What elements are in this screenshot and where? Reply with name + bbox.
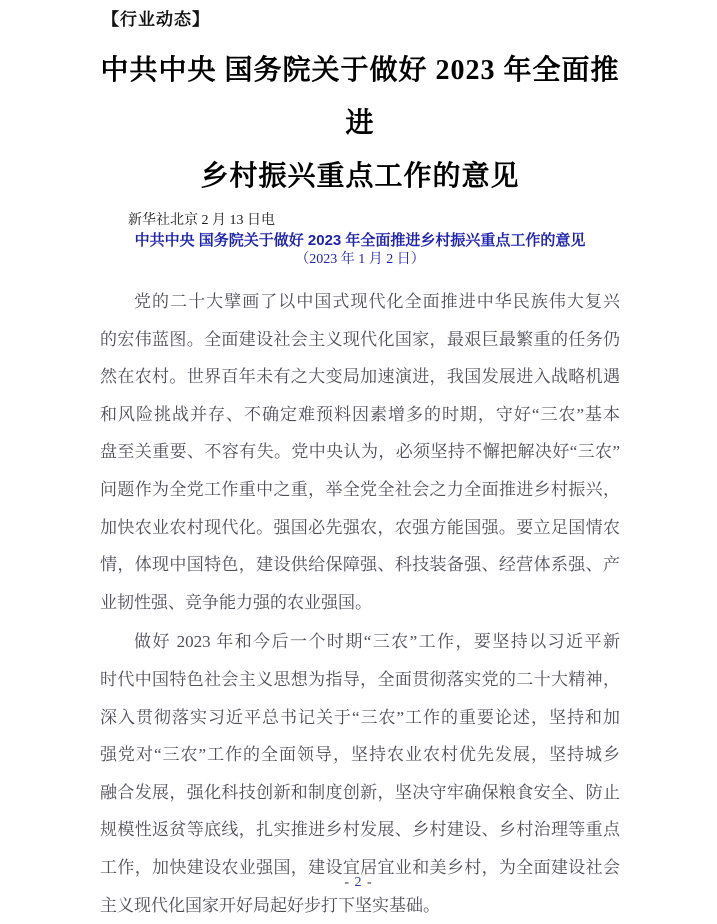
page-number: 2 xyxy=(355,875,363,890)
body-line: 深入贯彻落实习近平总书记关于“三农”工作的重要论述，坚持和加 xyxy=(100,699,620,737)
document-content xyxy=(100,0,620,924)
article-title xyxy=(100,44,620,203)
body-line: 工作，加快建设农业强国，建设宜居宜业和美乡村，为全面建设社会 xyxy=(100,849,620,887)
article-title-line-2: 乡村振兴重点工作的意见 xyxy=(100,150,620,203)
body-line: 融合发展，强化科技创新和制度创新，坚决守牢确保粮食安全、防止 xyxy=(100,774,620,812)
body-line: 问题作为全党工作重中之重，举全党全社会之力全面推进乡村振兴， xyxy=(100,471,620,509)
page-number-suffix: - xyxy=(363,875,373,890)
body-line: 主义现代化国家开好局起好步打下坚实基础。 xyxy=(100,887,620,924)
article-title-line-1: 中共中央 国务院关于做好 2023 年全面推进 xyxy=(100,44,620,150)
body-line: 盘至关重要、不容有失。党中央认为，必须坚持不懈把解决好“三农” xyxy=(100,433,620,471)
body-line: 强党对“三农”工作的全面领导，坚持农业农村优先发展，坚持城乡 xyxy=(100,736,620,774)
body-line: 和风险挑战并存、不确定难预料因素增多的时期，守好“三农”基本 xyxy=(100,396,620,434)
body-line: 时代中国特色社会主义思想为指导，全面贯彻落实党的二十大精神， xyxy=(100,661,620,699)
article-body xyxy=(100,283,620,924)
body-line: 的宏伟蓝图。全面建设社会主义现代化国家，最艰巨最繁重的任务仍 xyxy=(100,321,620,359)
paragraph-1 xyxy=(100,283,620,621)
body-line: 规模性返贫等底线，扎实推进乡村发展、乡村建设、乡村治理等重点 xyxy=(100,811,620,849)
section-label: 【行业动态】 xyxy=(102,8,620,32)
body-line: 党的二十大擘画了以中国式现代化全面推进中华民族伟大复兴 xyxy=(100,283,620,321)
page-footer xyxy=(0,874,717,892)
body-line: 做好 2023 年和今后一个时期“三农”工作，要坚持以习近平新 xyxy=(100,623,620,661)
official-document-date: （2023 年 1 月 2 日） xyxy=(100,250,620,269)
page-number-prefix: - xyxy=(344,875,354,890)
body-line: 然在农村。世界百年未有之大变局加速演进，我国发展进入战略机遇 xyxy=(100,358,620,396)
news-agency-byline: 新华社北京 2 月 13 日电 xyxy=(128,212,620,229)
official-document-title: 中共中央 国务院关于做好 2023 年全面推进乡村振兴重点工作的意见 xyxy=(100,231,620,250)
body-line: 加快农业农村现代化。强国必先强农，农强方能国强。要立足国情农 xyxy=(100,509,620,547)
body-line: 业韧性强、竞争能力强的农业强国。 xyxy=(100,584,620,622)
body-line: 情，体现中国特色，建设供给保障强、科技装备强、经营体系强、产 xyxy=(100,546,620,584)
